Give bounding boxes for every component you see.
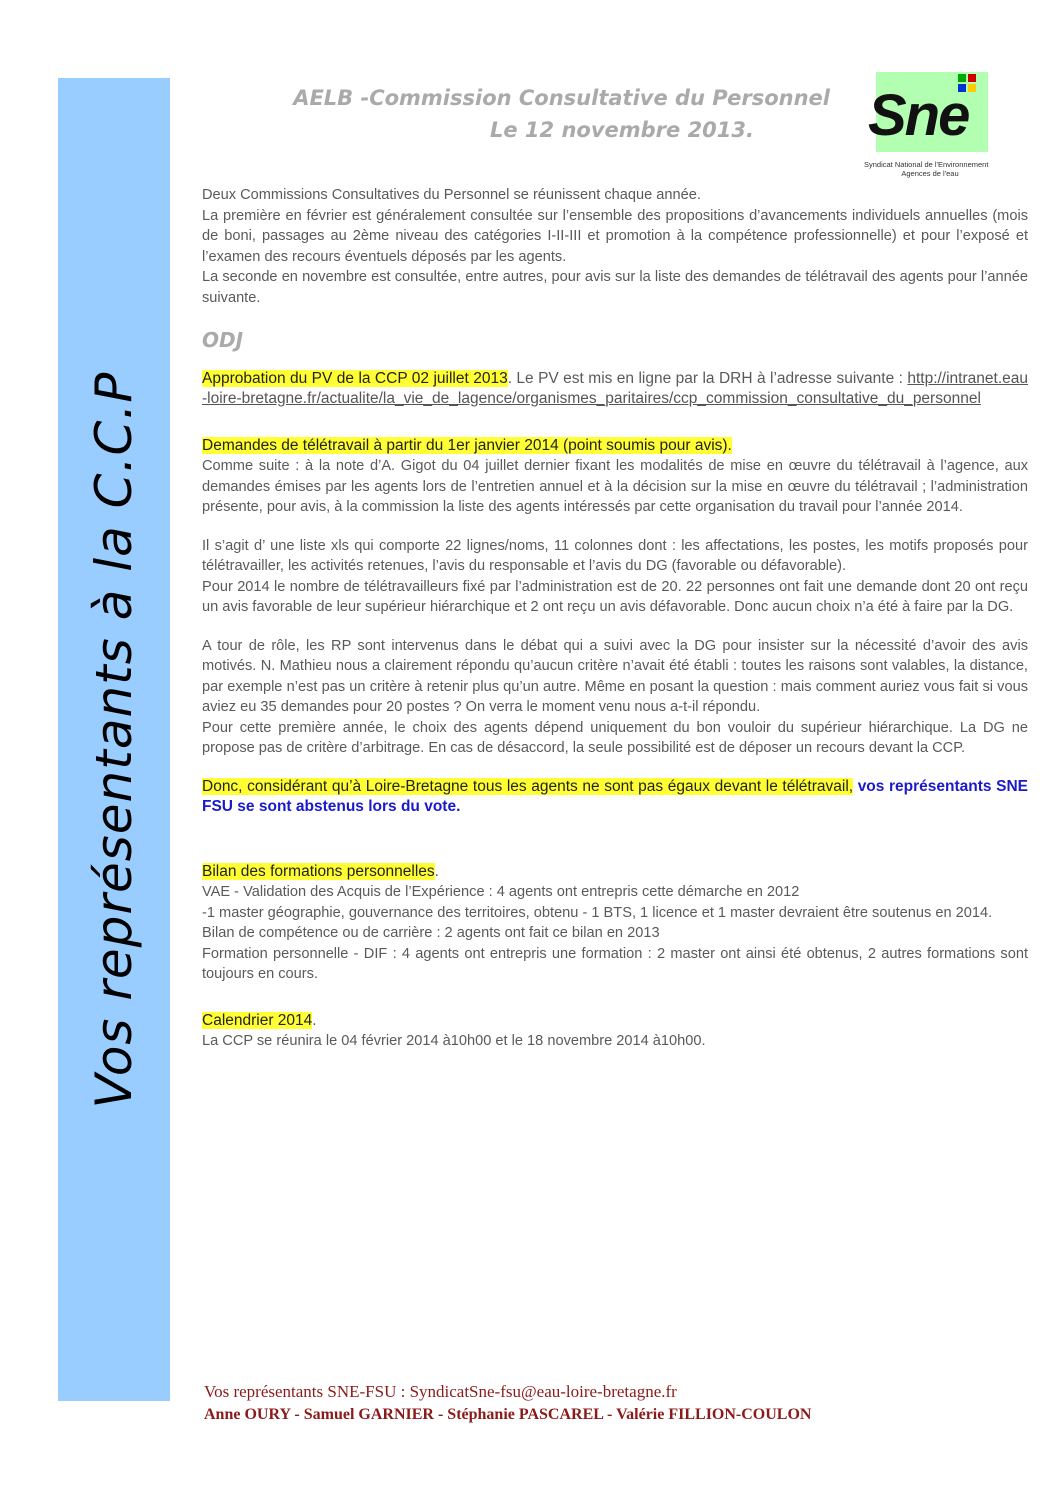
sidebar-title: Vos représentants à la C.C.P: [85, 371, 143, 1109]
bilan-line-1: VAE - Validation des Acquis de l’Expérience : 4 agents ont entrepris cette démarche en 2012: [202, 884, 800, 900]
teletravail-paragraph-2: Il s’agit d’ une liste xls qui comporte 22 lignes/noms, 11 colonnes dont : les affectations, les postes, les motifs proposés pour télétravailler, les activités retenues, l’avis du responsable et l’avis du DG (favorable ou défavorable).: [202, 537, 1028, 574]
pv-link[interactable]: http://intranet.eau-loire-bretagne.fr/actualite/la_vie_de_lagence/organismes_paritaires/ccp_commission_consultative_du_personnel: [202, 369, 1028, 407]
vote-highlight: Donc, considérant qu’à Loire-Bretagne tous les agents ne sont pas égaux devant le télétravail,: [202, 777, 854, 795]
intro-line-2: La première en février est généralement consultée sur l’ensemble des propositions d’avancements individuels annuelles (mois de boni, passages au 2ème niveau des catégories I-II-III et promotion à la compétence professionnelle) et pour l’exposé et l’examen des recours éventuels déposés par les agents.: [202, 207, 1028, 265]
logo-square-red: [968, 74, 976, 82]
pv-section: [202, 369, 1028, 410]
teletravail-title: Demandes de télétravail à partir du 1er janvier 2014 (point soumis pour avis).: [202, 436, 732, 454]
sne-logo: [858, 70, 998, 182]
bilan-heading: Bilan des formations personnelles.: [202, 862, 439, 880]
logo-caption: [864, 160, 996, 178]
header-title: AELB -Commission Consultative du Personnel: [293, 86, 830, 110]
teletravail-paragraph-4: A tour de rôle, les RP sont intervenus dans le débat qui a suivi avec la DG pour insister sur la nécessité d’avoir des avis motivés. N. Mathieu nous a clairement répondu qu’aucun critère n’avait été établi : toutes les raisons sont valables, la distance, par exemple n’est pas un critère à retenir plus qu’un autre. Même en posant la question : mais comment auriez vous fait si vous aviez eu 35 demandes pour 20 postes ? On verra le moment venu nous a-t-il répondu.: [202, 637, 1028, 715]
teletravail-paragraph-3: Pour 2014 le nombre de télétravailleurs fixé par l’administration est de 20. 22 personnes ont fait une demande dont 20 ont reçu un avis favorable de leur supérieur hiérarchique et 2 ont reçu un avis défavorable. Donc aucun choix n’a été à faire par la DG.: [202, 578, 1028, 615]
bilan-line-3: Bilan de compétence ou de carrière : 2 agents ont fait ce bilan en 2013: [202, 925, 660, 941]
logo-square-green: [958, 74, 966, 82]
teletravail-paragraph-1: Comme suite : à la note d’A. Gigot du 04 juillet dernier fixant les modalités de mise en œuvre du télétravail à l’agence, aux demandes émises par les agents lors de l’entretien annuel et à la décision sur la mise en œuvre du télétravail ; l’administration présente, pour avis, à la commission la liste des agents intéressés par cette organisation du travail pour l’année 2014.: [202, 458, 1028, 515]
pv-text: . Le PV est mis en ligne par la DRH à l’adresse suivante :: [507, 369, 908, 387]
pv-title: Approbation du PV de la CCP 02 juillet 2013: [202, 369, 508, 387]
bilan-title: Bilan des formations personnelles: [202, 862, 435, 880]
vote-result: vos représentants SNE FSU se sont abstenus lors du vote.: [202, 777, 1029, 815]
intro-line-1: Deux Commissions Consultatives du Personnel se réunissent chaque année.: [202, 187, 701, 203]
bilan-line-2: -1 master géographie, gouvernance des territoires, obtenu - 1 BTS, 1 licence et 1 master devraient être soutenus en 2014.: [202, 904, 993, 921]
page-footer: [204, 1380, 811, 1426]
odj-heading: ODJ: [202, 328, 244, 352]
logo-word: Sne: [868, 83, 969, 148]
vote-statement: [202, 777, 1028, 818]
logo-caption-line2: Agences de l'eau: [901, 169, 959, 178]
intro-line-3: La seconde en novembre est consultée, entre autres, pour avis sur la liste des demandes de télétravail des agents pour l’année suivante.: [202, 269, 1028, 306]
document-body: [202, 185, 1028, 1052]
calendrier-title: Calendrier 2014: [202, 1011, 313, 1029]
footer-names: Anne OURY - Samuel GARNIER - Stéphanie PASCAREL - Valérie FILLION-COULON: [204, 1406, 812, 1423]
page-header: [190, 82, 830, 146]
logo-square-yellow: [968, 84, 976, 92]
teletravail-heading: [202, 436, 1028, 457]
calendrier-heading: Calendrier 2014.: [202, 1011, 317, 1029]
header-date: Le 12 novembre 2013.: [489, 118, 754, 142]
teletravail-paragraph-5: Pour cette première année, le choix des agents dépend uniquement du bon vouloir du supérieur hiérarchique. La DG ne propose pas de critère d’arbitrage. En cas de désaccord, la seule possibilité est de déposer un recours devant la CCP.: [202, 719, 1028, 756]
bilan-line-4: Formation personnelle - DIF : 4 agents ont entrepris une formation : 2 master ont ainsi été obtenus, 2 autres formations sont toujours en cours.: [202, 945, 1028, 982]
calendrier-text: La CCP se réunira le 04 février 2014 à10h00 et le 18 novembre 2014 à10h00.: [202, 1033, 706, 1049]
logo-caption-line1: Syndicat National de l'Environnement: [864, 160, 989, 169]
footer-contact: Vos représentants SNE-FSU : SyndicatSne-fsu@eau-loire-bretagne.fr: [204, 1382, 677, 1401]
